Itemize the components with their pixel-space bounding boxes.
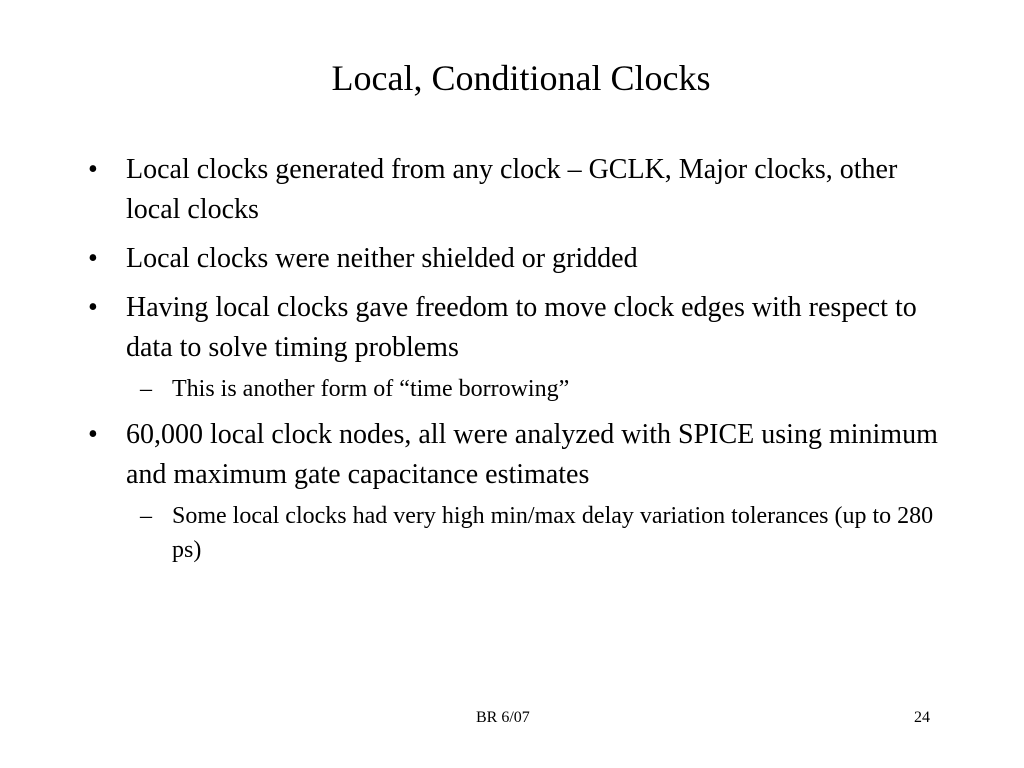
page-number: 24 bbox=[914, 709, 930, 726]
bullet-icon: • bbox=[88, 419, 98, 450]
sub-bullet-item bbox=[126, 499, 946, 567]
bullet-item bbox=[86, 239, 946, 279]
bullet-text: Local clocks were neither shielded or gridded bbox=[126, 243, 638, 274]
footer-label: BR 6/07 bbox=[476, 709, 530, 726]
bullet-text: Having local clocks gave freedom to move clock edges with respect to data to solve timing problems bbox=[126, 292, 917, 363]
sub-bullet-text: This is another form of “time borrowing” bbox=[172, 376, 570, 402]
bullet-text: Local clocks generated from any clock – GCLK, Major clocks, other local clocks bbox=[126, 154, 898, 225]
slide-title: Local, Conditional Clocks bbox=[331, 58, 711, 98]
bullet-icon: • bbox=[88, 243, 98, 274]
sub-bullet-text: Some local clocks had very high min/max delay variation tolerances (up to 280 ps) bbox=[172, 503, 934, 563]
bullet-item bbox=[86, 150, 946, 230]
dash-icon: – bbox=[140, 503, 152, 529]
sub-bullet-list bbox=[126, 372, 946, 406]
sub-bullet-item bbox=[126, 372, 946, 406]
dash-icon: – bbox=[140, 376, 152, 402]
bullet-icon: • bbox=[88, 292, 98, 323]
bullet-text: 60,000 local clock nodes, all were analyzed with SPICE using minimum and maximum gate capacitance estimates bbox=[126, 419, 938, 490]
bullet-list bbox=[86, 150, 946, 576]
sub-bullet-list bbox=[126, 499, 946, 567]
bullet-icon: • bbox=[88, 154, 98, 185]
bullet-item bbox=[86, 288, 946, 406]
bullet-item bbox=[86, 415, 946, 567]
